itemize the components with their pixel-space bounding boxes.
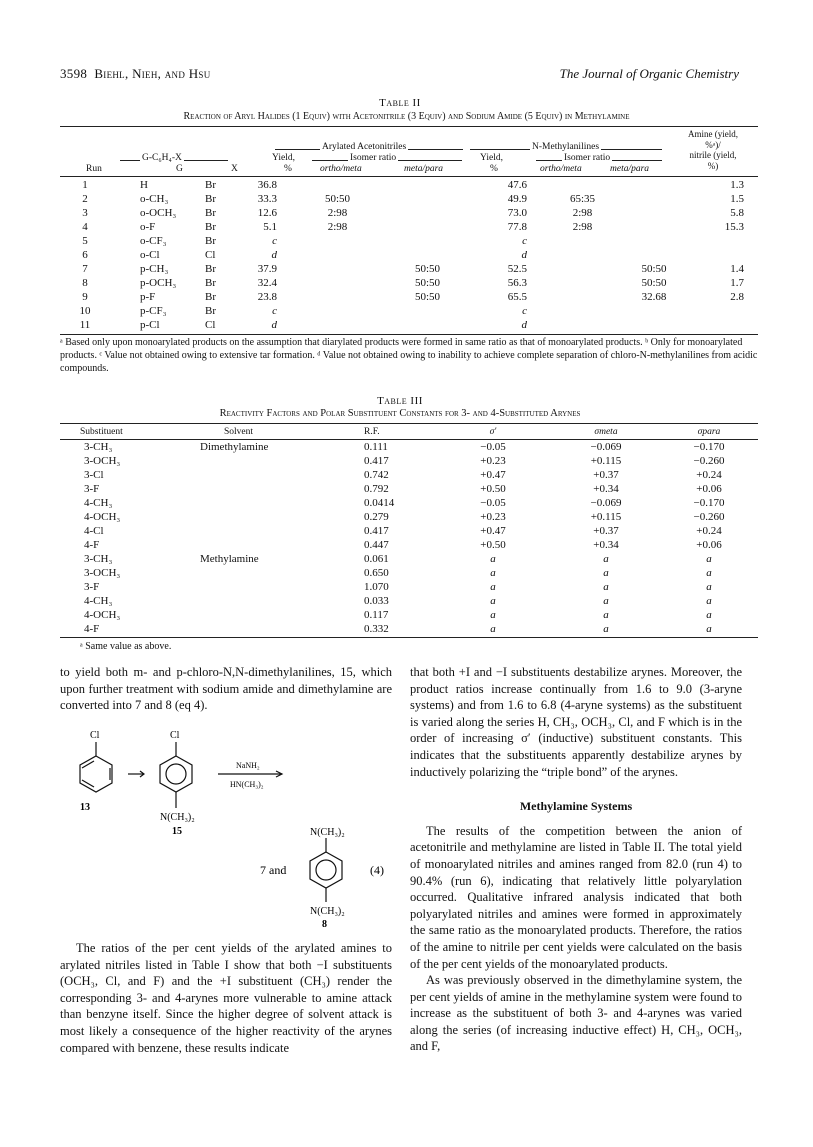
table3-cell-solvent xyxy=(194,580,344,594)
table2-cell-ny: c xyxy=(272,235,277,247)
table2-cell-nmp xyxy=(380,318,475,332)
table2-group-gc6h4x: G-C₆H₄-X xyxy=(142,153,182,163)
benzene-ring-13 xyxy=(80,756,112,792)
table3-cell-rf: 0.417 xyxy=(364,525,389,537)
table-row xyxy=(60,440,758,455)
table3-cell-rf: 0.742 xyxy=(364,469,389,481)
table2-cell-nmp xyxy=(380,304,475,318)
table3-col-solvent: Solvent xyxy=(224,427,254,437)
table3-cell-solvent xyxy=(194,524,344,538)
table2-cell-aom xyxy=(545,304,620,318)
compound-8-label: 8 xyxy=(322,919,327,930)
table3-cell-rf: 0.332 xyxy=(364,623,389,635)
table3-cell-spa: −0.170 xyxy=(693,497,725,509)
table3-cell-sm: +0.37 xyxy=(593,525,619,537)
table2-col-meta-para-2: meta/para xyxy=(610,164,650,174)
table3-cell-solvent xyxy=(194,594,344,608)
table3-cell-rf: 0.033 xyxy=(364,595,389,607)
table3-cell-solvent xyxy=(194,496,344,510)
table2-footnote: ᵃ Based only upon monoarylated products on the assumption that diarylated products were formed in same ratio as that of monoarylated products. ᵇ Only for monoarylated products. ᶜ Value not obtained owing to extensive tar formation. ᵈ Value not obtained owing to inability to achieve complete separation of chloro-N-methylanilines from acidic compounds. xyxy=(60,337,758,374)
table3-cell-rf: 0.417 xyxy=(364,455,389,467)
table2-cell-ay: 65.5 xyxy=(507,291,527,303)
table3-cell-rf: 0.0414 xyxy=(364,497,395,509)
table-row xyxy=(60,304,758,318)
table3-cell-rf: 0.117 xyxy=(364,609,389,621)
table2-cell-amp xyxy=(620,248,688,262)
table2-col-ortho-meta-1: ortho/meta xyxy=(320,164,362,174)
table3-cell-sm: +0.115 xyxy=(590,455,622,467)
table2-col-g: G xyxy=(176,164,183,174)
table2-cell-ay: d xyxy=(521,319,527,331)
table-row xyxy=(60,594,758,608)
table-row xyxy=(60,580,758,594)
table2-cell-amp xyxy=(620,318,688,332)
table-row xyxy=(60,178,758,192)
table3-footnote: ᵃ Same value as above. xyxy=(80,641,172,652)
table2-cell-run: 2 xyxy=(82,193,88,205)
table2-cell-ay: 52.5 xyxy=(507,263,527,275)
table2-cell-nmp xyxy=(380,248,475,262)
table3-cell-solvent xyxy=(194,454,344,468)
table3-number: Table III xyxy=(377,395,423,407)
table2-cell-aom xyxy=(545,234,620,248)
table2-cell-x: Br xyxy=(205,235,216,247)
table3-bottom-rule xyxy=(60,637,758,638)
left-col-p1: to yield both m- and p-chloro-N,N-dimethylanilines, 15, which upon further treatment with sodium amide and dimethylamine are converted into 7 and 8 (eq 4). xyxy=(60,665,392,713)
table2-cell-x: Br xyxy=(205,221,216,233)
eq-number: (4) xyxy=(370,863,384,877)
table3-cell-sub: 4-OCH₃ xyxy=(84,609,121,621)
authors: Biehl, Nieh, and Hsu xyxy=(94,66,211,81)
table-row xyxy=(60,454,758,468)
table-row xyxy=(60,496,758,510)
page-header-left xyxy=(60,66,211,82)
table3-cell-rf: 0.447 xyxy=(364,539,389,551)
table2-cell-x: Br xyxy=(205,291,216,303)
table2-cell-nom xyxy=(295,304,380,318)
table2-cell-aom xyxy=(545,178,620,192)
table2-cell-ratio: 1.4 xyxy=(730,263,744,275)
table3-cell-sp: a xyxy=(490,567,496,579)
table3-cell-rf: 0.061 xyxy=(364,553,389,565)
table3-caption: Reactivity Factors and Polar Substituent Constants for 3- and 4-Substituted Arynes xyxy=(219,408,581,419)
table2-cell-g: o-CH₃ xyxy=(140,193,169,205)
table3-cell-sub: 4-F xyxy=(84,623,100,635)
table2-cell-nom: 50:50 xyxy=(324,193,351,205)
table2-cell-ny: d xyxy=(271,249,277,261)
table3-cell-spa: +0.06 xyxy=(696,539,722,551)
table3-cell-spa: a xyxy=(706,595,712,607)
table2-cell-aom: 2:98 xyxy=(572,221,593,233)
table2-cell-amp xyxy=(620,192,688,206)
table2-head-rule xyxy=(60,176,758,177)
table2-cell-ny: 12.6 xyxy=(257,207,277,219)
table2-cell-g: p-OCH₃ xyxy=(140,277,177,289)
table-row xyxy=(60,510,758,524)
table2-cell-g: p-F xyxy=(140,291,156,303)
table2-col-meta-para-1: meta/para xyxy=(404,164,444,174)
table-row xyxy=(60,468,758,482)
table2-cell-aom xyxy=(545,318,620,332)
table3-cell-sub: 3-CH₃ xyxy=(84,441,113,453)
table2-cell-ratio xyxy=(688,234,758,248)
table-row xyxy=(60,552,758,566)
table3-cell-sm: a xyxy=(603,595,609,607)
table3-cell-sp: +0.47 xyxy=(480,525,506,537)
table2-cell-g: o-Cl xyxy=(140,249,160,261)
table3-cell-sm: +0.37 xyxy=(593,469,619,481)
table2-cell-ratio: 1.3 xyxy=(730,179,744,191)
table-row xyxy=(60,248,758,262)
table3-cell-rf: 0.279 xyxy=(364,511,389,523)
table2 xyxy=(60,178,758,332)
table-row xyxy=(60,566,758,580)
table3-cell-sp: +0.50 xyxy=(480,483,506,495)
table2-cell-nom xyxy=(295,262,380,276)
table3-cell-sp: +0.23 xyxy=(480,511,506,523)
table2-cell-run: 11 xyxy=(79,319,91,331)
table3-cell-sm: a xyxy=(603,623,609,635)
table2-cell-ny: 36.8 xyxy=(257,179,277,191)
table2-cell-ny: 32.4 xyxy=(257,277,277,289)
nme2-bottom-8: N(CH₃)₂ xyxy=(310,906,345,917)
table2-cell-run: 7 xyxy=(82,263,88,275)
table3-cell-solvent xyxy=(194,566,344,580)
table2-cell-nmp xyxy=(380,206,475,220)
table2-cell-aom: 65:35 xyxy=(569,193,596,205)
table3-cell-sp: a xyxy=(490,609,496,621)
table2-col-ortho-meta-2: ortho/meta xyxy=(540,164,582,174)
table2-cell-ratio: 15.3 xyxy=(724,221,744,233)
table2-cell-run: 10 xyxy=(79,305,91,317)
table2-cell-aom xyxy=(545,276,620,290)
table2-number: Table II xyxy=(379,97,421,109)
table3-cell-spa: −0.260 xyxy=(693,455,725,467)
table2-cell-x: Br xyxy=(205,207,216,219)
table2-cell-nmp xyxy=(380,220,475,234)
table2-col-yield-unit-1: % xyxy=(284,164,292,174)
table3-cell-spa: +0.24 xyxy=(696,469,722,481)
table2-cell-nom xyxy=(295,318,380,332)
table3-cell-solvent xyxy=(194,538,344,552)
table2-cell-nmp xyxy=(380,192,475,206)
table2-cell-nom xyxy=(295,248,380,262)
table2-group-methylanilines: N-Methylanilines xyxy=(532,142,600,152)
right-col-p1: that both +I and −I substituents destabilize arynes. Moreover, the product ratios increase continually from 1.6 to 9.0 (3-aryne systems) and from 1.6 to 6.8 (4-aryne systems) as the substituent is varied along the series H, CH₃, OCH₃, Cl, and F which is in the order of increasing σ′ (inductive) substituent constants. This indicates that the substituents apparently destabilize arynes by inductively polarizing the “triple bond” of the arynes. xyxy=(410,665,742,779)
table2-cell-ay: 49.9 xyxy=(507,193,527,205)
table3-cell-sp: −0.05 xyxy=(480,497,506,509)
table3-cell-sm: a xyxy=(603,609,609,621)
compound-15-label: 15 xyxy=(172,826,182,837)
section-title: Methylamine Systems xyxy=(519,799,633,814)
table-row xyxy=(60,262,758,276)
table3-cell-sub: 4-F xyxy=(84,539,100,551)
table3-cell-solvent: Dimethylamine xyxy=(200,441,269,453)
table3-cell-rf: 1.070 xyxy=(364,581,389,593)
table2-cell-g: p-Cl xyxy=(140,319,160,331)
table3-cell-solvent xyxy=(194,510,344,524)
table2-cell-aom xyxy=(545,262,620,276)
table3-cell-spa: a xyxy=(706,623,712,635)
cl-label-15: Cl xyxy=(170,730,180,741)
table2-cell-nmp: 50:50 xyxy=(414,291,441,303)
table-row xyxy=(60,482,758,496)
table3-cell-spa: a xyxy=(706,567,712,579)
table2-cell-x: Br xyxy=(205,179,216,191)
table2-cell-run: 9 xyxy=(82,291,88,303)
table-row xyxy=(60,276,758,290)
table2-cell-ratio: 2.8 xyxy=(730,291,744,303)
and-text: 7 and xyxy=(260,863,287,877)
table2-yield-label-2: Yield, xyxy=(480,153,503,163)
table2-cell-aom: 2:98 xyxy=(572,207,593,219)
table2-cell-nmp xyxy=(380,178,475,192)
table3-cell-sub: 3-OCH₃ xyxy=(84,567,121,579)
table2-cell-ratio xyxy=(688,304,758,318)
table-row xyxy=(60,234,758,248)
table2-cell-run: 8 xyxy=(82,277,88,289)
table2-cell-ay: c xyxy=(522,305,527,317)
table2-isomer-label-1: Isomer ratio xyxy=(350,153,397,163)
journal-title: The Journal of Organic Chemistry xyxy=(559,66,739,81)
table3-cell-sub: 4-CH₃ xyxy=(84,595,113,607)
table3-cell-sub: 4-OCH₃ xyxy=(84,511,121,523)
table2-cell-nom xyxy=(295,178,380,192)
table2-col-x: X xyxy=(231,164,238,174)
table3-cell-spa: a xyxy=(706,581,712,593)
table-row xyxy=(60,290,758,304)
table3-cell-sub: 3-Cl xyxy=(84,469,104,481)
table2-cell-ay: 47.6 xyxy=(507,179,527,191)
table2-amine-header: Amine (yield, %ᵃ)/ nitrile (yield, %) xyxy=(688,129,738,171)
table2-cell-ratio: 1.7 xyxy=(730,277,744,289)
table2-cell-nom: 2:98 xyxy=(327,207,348,219)
table2-cell-ny: 33.3 xyxy=(257,193,277,205)
table2-cell-ay: 77.8 xyxy=(507,221,527,233)
table2-cell-amp xyxy=(620,220,688,234)
table2-cell-aom xyxy=(545,248,620,262)
table2-cell-ratio: 1.5 xyxy=(730,193,744,205)
benzene-ring-15 xyxy=(160,756,192,792)
table2-cell-amp: 50:50 xyxy=(641,263,667,275)
table3-cell-sm: −0.069 xyxy=(590,441,622,453)
table2-cell-g: o-F xyxy=(140,221,156,233)
table2-yield-label-1: Yield, xyxy=(272,153,295,163)
table3-cell-sm: +0.115 xyxy=(590,511,622,523)
table3-cell-sub: 4-Cl xyxy=(84,525,104,537)
table3-cell-solvent xyxy=(194,622,344,636)
table2-cell-nmp: 50:50 xyxy=(414,263,441,275)
table2-cell-amp xyxy=(620,304,688,318)
table2-cell-ratio: 5.8 xyxy=(730,207,744,219)
cl-label-13: Cl xyxy=(90,730,100,741)
table2-cell-nom xyxy=(295,234,380,248)
table2-cell-x: Cl xyxy=(205,249,216,261)
table2-cell-amp xyxy=(620,234,688,248)
table2-cell-aom xyxy=(545,290,620,304)
table2-cell-run: 1 xyxy=(82,179,88,191)
table2-cell-run: 3 xyxy=(82,207,88,219)
left-col-p2: The ratios of the per cent yields of the arylated amines to arylated nitriles listed in Table I show that both −I substituents (OCH₃, Cl, and F) and the +I substituent (CH₃) render the corresponding 3- and 4-arynes more vulnerable to amine attack than benzyne itself. Since the higher degree of solvent attack is most likely a consequence of the higher reactivity of the arynes compared with benzene, these results indicate xyxy=(60,941,392,1055)
table2-cell-amp xyxy=(620,178,688,192)
table2-cell-x: Br xyxy=(205,277,216,289)
table3-cell-sp: −0.05 xyxy=(480,441,506,453)
table2-cell-ratio xyxy=(688,248,758,262)
table3-cell-solvent xyxy=(194,468,344,482)
table2-cell-ny: c xyxy=(272,305,277,317)
table3 xyxy=(60,425,758,636)
table-row xyxy=(60,220,758,234)
table3-col-substituent: Substituent xyxy=(80,427,123,437)
table3-cell-sp: a xyxy=(490,623,496,635)
table2-cell-g: o-CF₃ xyxy=(140,235,167,247)
table3-cell-spa: +0.06 xyxy=(696,483,722,495)
table2-cell-ratio xyxy=(688,318,758,332)
table3-col-rf: R.F. xyxy=(364,427,380,437)
table2-isomer-label-2: Isomer ratio xyxy=(564,153,611,163)
table3-cell-sub: 3-OCH₃ xyxy=(84,455,121,467)
table3-col-sigma-meta: σmeta xyxy=(594,427,618,437)
table3-cell-sp: a xyxy=(490,553,496,565)
table2-cell-ny: 23.8 xyxy=(257,291,277,303)
table3-cell-sp: +0.50 xyxy=(480,539,506,551)
table2-cell-x: Br xyxy=(205,263,216,275)
table2-cell-x: Cl xyxy=(205,319,216,331)
table3-cell-sm: +0.34 xyxy=(593,483,619,495)
table2-cell-g: p-CH₃ xyxy=(140,263,169,275)
table3-cell-sm: a xyxy=(603,553,609,565)
table2-cell-amp xyxy=(620,206,688,220)
table2-col-run: Run xyxy=(86,164,102,174)
table2-cell-ay: c xyxy=(522,235,527,247)
reaction-scheme xyxy=(60,716,392,930)
table2-cell-x: Br xyxy=(205,305,216,317)
table3-cell-spa: a xyxy=(706,553,712,565)
table3-cell-sm: a xyxy=(603,581,609,593)
reagent-bottom: HN(CH₃)₂ xyxy=(230,780,264,789)
table2-group-arylated: Arylated Acetonitriles xyxy=(322,142,407,152)
table2-cell-run: 4 xyxy=(82,221,88,233)
right-col-p2: The results of the competition between the anion of acetonitrile and methylamine are listed in Table II. The total yield of monoarylated nitriles and amines ranged from 82.0 (run 4) to 90.4% (run 6), indicating that relatively little polyarylation occurred. Qualitative infrared analysis indicated that both polyarylated nitriles and amines were formed in approximately the same ratio as the monoarylated products. Therefore, the ratios of the amine to nitrile per cent yields were calculated on the basis of the per cent yields of the monoarylated products. xyxy=(410,823,742,971)
reagent-top: NaNH₂ xyxy=(236,761,260,770)
table2-cell-ay: d xyxy=(521,249,527,261)
table3-cell-spa: a xyxy=(706,609,712,621)
table-row xyxy=(60,524,758,538)
table-row xyxy=(60,622,758,636)
table3-cell-sp: a xyxy=(490,581,496,593)
table3-cell-rf: 0.650 xyxy=(364,567,389,579)
table3-cell-solvent xyxy=(194,608,344,622)
table2-cell-ny: d xyxy=(271,319,277,331)
benzene-ring-8 xyxy=(310,852,342,888)
table2-cell-g: p-CF₃ xyxy=(140,305,167,317)
table3-cell-sp: +0.47 xyxy=(480,469,506,481)
table2-cell-nom xyxy=(295,276,380,290)
table-row xyxy=(60,206,758,220)
table2-cell-nmp xyxy=(380,234,475,248)
nme2-label-15: N(CH₃)₂ xyxy=(160,812,195,823)
table3-top-rule xyxy=(60,423,758,424)
right-col-p3: As was previously observed in the dimethylamine system, the per cent yields of amine in the methylamine system were found to increase as the substituent of both 3- and 4-arynes was varied along the series (of increasing inductive effect) H, CH₃, OCH₃, and F, xyxy=(410,973,742,1054)
table3-cell-sub: 4-CH₃ xyxy=(84,497,113,509)
table2-caption: Reaction of Aryl Halides (1 Equiv) with Acetonitrile (3 Equiv) and Sodium Amide (5 Equiv) in Methylamine xyxy=(183,111,630,122)
table2-cell-ny: 5.1 xyxy=(263,221,277,233)
nme2-top-8: N(CH₃)₂ xyxy=(310,827,345,838)
compound-13-label: 13 xyxy=(80,802,90,813)
right-col xyxy=(410,664,742,1055)
table3-cell-sub: 3-F xyxy=(84,483,100,495)
table3-cell-solvent xyxy=(194,482,344,496)
table3-cell-rf: 0.111 xyxy=(364,441,388,453)
table2-cell-amp: 32.68 xyxy=(641,291,667,303)
table3-cell-spa: −0.170 xyxy=(693,441,725,453)
table2-cell-ay: 56.3 xyxy=(507,277,527,289)
table2-cell-x: Br xyxy=(205,193,216,205)
table2-cell-run: 5 xyxy=(82,235,88,247)
table3-cell-sp: a xyxy=(490,595,496,607)
table-row xyxy=(60,538,758,552)
table3-cell-sm: −0.069 xyxy=(590,497,622,509)
table2-cell-amp: 50:50 xyxy=(641,277,667,289)
table3-cell-sm: +0.34 xyxy=(593,539,619,551)
table2-bottom-rule xyxy=(60,334,758,335)
table-row xyxy=(60,192,758,206)
table3-cell-spa: −0.260 xyxy=(693,511,725,523)
table2-top-rule xyxy=(60,126,758,127)
table3-cell-rf: 0.792 xyxy=(364,483,389,495)
table2-cell-ny: 37.9 xyxy=(257,263,277,275)
table2-cell-g: H xyxy=(140,179,148,191)
table3-col-sigma-para: σpara xyxy=(697,427,721,437)
table2-cell-nmp: 50:50 xyxy=(414,277,441,289)
table2-cell-g: o-OCH₃ xyxy=(140,207,177,219)
table2-cell-nom: 2:98 xyxy=(327,221,348,233)
page-number: 3598 xyxy=(60,66,88,81)
table2-cell-run: 6 xyxy=(82,249,88,261)
table3-cell-sub: 3-F xyxy=(84,581,100,593)
table2-col-yield-unit-2: % xyxy=(490,164,498,174)
table3-cell-sp: +0.23 xyxy=(480,455,506,467)
table2-cell-nom xyxy=(295,290,380,304)
table-row xyxy=(60,318,758,332)
table3-cell-solvent: Methylamine xyxy=(200,553,259,565)
table3-cell-sub: 3-CH₃ xyxy=(84,553,113,565)
table3-cell-sm: a xyxy=(603,567,609,579)
table-row xyxy=(60,608,758,622)
table3-cell-spa: +0.24 xyxy=(696,525,722,537)
table3-col-sigma-prime: σ′ xyxy=(489,427,497,437)
table2-cell-ay: 73.0 xyxy=(507,207,527,219)
